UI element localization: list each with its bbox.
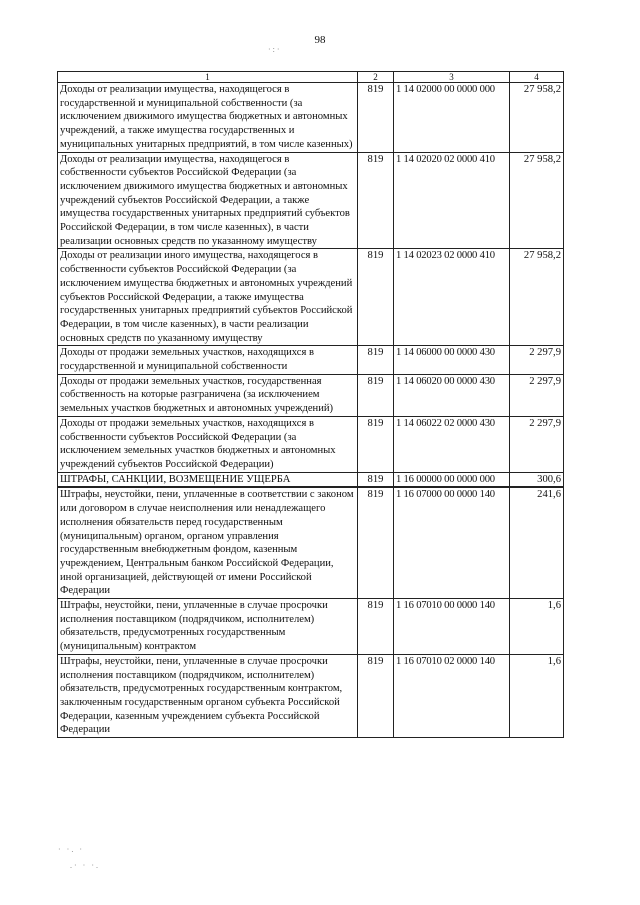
revenue-name: Доходы от реализации иного имущества, находящегося в собственности субъектов Российской Федерации (за исключением имущества бюджетных и автономных учреждений субъектов Российской Федерации, а также имущества государственных унитарных предприятий субъектов Российской Федерации, в том числе казенных), в части реализации основных средств по указанному имуществу bbox=[58, 249, 358, 346]
amount: 2 297,9 bbox=[510, 346, 564, 374]
column-header-sum: 4 bbox=[510, 72, 564, 83]
revenue-name: Доходы от продажи земельных участков, находящихся в государственной и муниципальной собственности bbox=[58, 346, 358, 374]
revenue-name: Доходы от реализации имущества, находящегося в собственности субъектов Российской Федерации (за исключением движимого имущества бюджетных и автономных учреждений субъектов Российской Федерации, а также имущества государственных унитарных предприятий субъектов Российской Федерации, в том числе казенных), в части реализации основных средств по указанному имуществу bbox=[58, 152, 358, 249]
classification-code: 1 16 07000 00 0000 140 bbox=[394, 487, 510, 598]
classification-code: 1 14 06000 00 0000 430 bbox=[394, 346, 510, 374]
table-row bbox=[58, 416, 564, 472]
admin-code: 819 bbox=[358, 416, 394, 472]
table-row bbox=[58, 152, 564, 249]
revenue-table bbox=[57, 71, 564, 738]
revenue-name: Штрафы, неустойки, пени, уплаченные в случае просрочки исполнения поставщиком (подрядчиком, исполнителем) обязательств, предусмотренных государственным (муниципальным) контрактом bbox=[58, 599, 358, 655]
amount: 2 297,9 bbox=[510, 416, 564, 472]
classification-code: 1 16 07010 02 0000 140 bbox=[394, 654, 510, 737]
admin-code: 819 bbox=[358, 346, 394, 374]
amount: 27 958,2 bbox=[510, 83, 564, 153]
amount: 27 958,2 bbox=[510, 152, 564, 249]
classification-code: 1 16 00000 00 0000 000 bbox=[394, 472, 510, 487]
page-number: 98 bbox=[314, 34, 326, 46]
classification-code: 1 16 07010 00 0000 140 bbox=[394, 599, 510, 655]
admin-code: 819 bbox=[358, 152, 394, 249]
table-row bbox=[58, 654, 564, 737]
amount: 1,6 bbox=[510, 599, 564, 655]
admin-code: 819 bbox=[358, 83, 394, 153]
classification-code: 1 14 02020 02 0000 410 bbox=[394, 152, 510, 249]
revenue-name: Доходы от продажи земельных участков, находящихся в собственности субъектов Российской Федерации (за исключением земельных участков бюджетных и автономных учреждений субъектов Российской Федерации) bbox=[58, 416, 358, 472]
revenue-name: Доходы от продажи земельных участков, государственная собственность на которые разграничена (за исключением земельных участков бюджетных и автономных учреждений) bbox=[58, 374, 358, 416]
revenue-name: Штрафы, неустойки, пени, уплаченные в случае просрочки исполнения поставщиком (подрядчиком, исполнителем) обязательств, предусмотренных государственным контрактом, заключенным государственным органом субъекта Российской Федерации, казенным учреждением субъекта Российской Федерации bbox=[58, 654, 358, 737]
classification-code: 1 14 06022 02 0000 430 bbox=[394, 416, 510, 472]
revenue-name: Доходы от реализации имущества, находящегося в государственной и муниципальной собственности (за исключением движимого имущества бюджетных и автономных учреждений, а также имущества государственных и муниципальных унитарных предприятий, в том числе казенных) bbox=[58, 83, 358, 153]
amount: 241,6 bbox=[510, 487, 564, 598]
classification-code: 1 14 06020 00 0000 430 bbox=[394, 374, 510, 416]
column-header-admin: 2 bbox=[358, 72, 394, 83]
scan-noise: ·:· bbox=[268, 45, 282, 54]
table-row bbox=[58, 346, 564, 374]
table-row bbox=[58, 374, 564, 416]
admin-code: 819 bbox=[358, 249, 394, 346]
classification-code: 1 14 02023 02 0000 410 bbox=[394, 249, 510, 346]
admin-code: 819 bbox=[358, 374, 394, 416]
classification-code: 1 14 02000 00 0000 000 bbox=[394, 83, 510, 153]
revenue-name: Штрафы, неустойки, пени, уплаченные в соответствии с законом или договором в случае неисполнения или ненадлежащего исполнения обязательств перед государственным (муниципальным) органом, органом управления государственным внебюджетным фондом, казенным учреждением, Центральным банком Российской Федерации, иной организацией, действующей от имени Российской Федерации bbox=[58, 487, 358, 598]
table-row bbox=[58, 487, 564, 598]
admin-code: 819 bbox=[358, 599, 394, 655]
scan-noise: · ·. · bbox=[58, 845, 84, 854]
column-header-code: 3 bbox=[394, 72, 510, 83]
section-row bbox=[58, 472, 564, 487]
admin-code: 819 bbox=[358, 472, 394, 487]
scan-noise: .· · ·. bbox=[70, 861, 100, 870]
table-header-row bbox=[58, 72, 564, 83]
amount: 1,6 bbox=[510, 654, 564, 737]
amount: 27 958,2 bbox=[510, 249, 564, 346]
amount: 300,6 bbox=[510, 472, 564, 487]
admin-code: 819 bbox=[358, 654, 394, 737]
table-row bbox=[58, 599, 564, 655]
amount: 2 297,9 bbox=[510, 374, 564, 416]
admin-code: 819 bbox=[358, 487, 394, 598]
table-row bbox=[58, 83, 564, 153]
table-row bbox=[58, 249, 564, 346]
column-header-name: 1 bbox=[58, 72, 358, 83]
section-name: ШТРАФЫ, САНКЦИИ, ВОЗМЕЩЕНИЕ УЩЕРБА bbox=[58, 472, 358, 487]
